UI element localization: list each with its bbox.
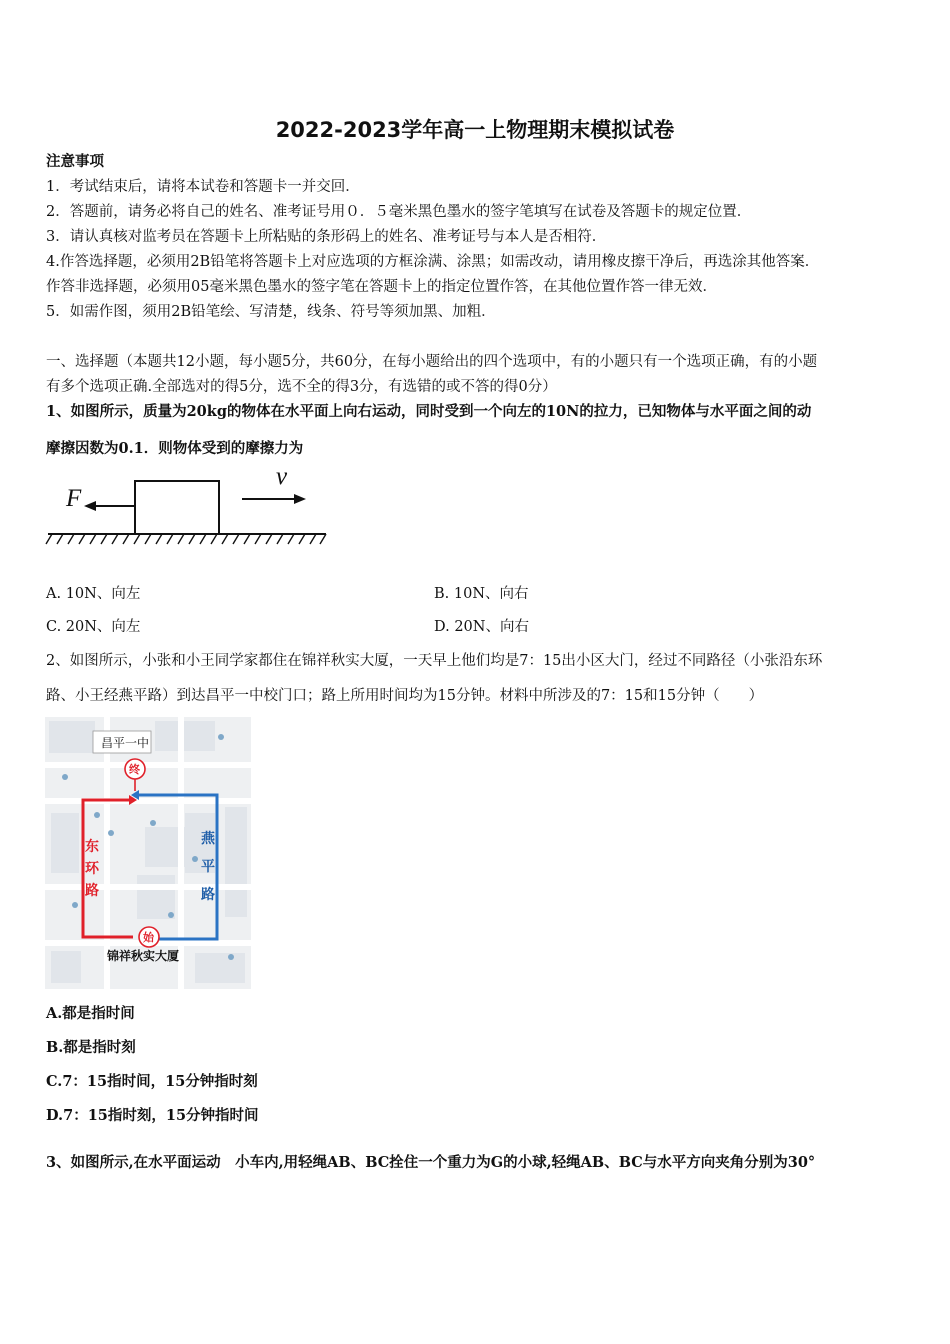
notice-item: 作答非选择题，必须用05毫米黑色墨水的签字笔在答题卡上的指定位置作答，在其他位置作答一律无效． bbox=[46, 279, 717, 295]
q2-option-a: A.都是指时间 bbox=[46, 1005, 135, 1022]
right-road-label-2: 平 bbox=[201, 859, 215, 875]
option-a: A. 10N、向左 bbox=[46, 586, 141, 602]
block bbox=[135, 481, 219, 534]
left-road-label-3: 路 bbox=[85, 883, 99, 899]
option-c: C. 20N、向左 bbox=[46, 619, 141, 635]
force-label: F bbox=[66, 485, 82, 512]
question-3-stem: 3、如图所示,在水平面运动 小车内,用轻绳AB、BC拴住一个重力为G的小球,轻绳AB、BC与水平方向夹角分别为30° bbox=[46, 1154, 816, 1171]
q2-option-d: D.7：15指时刻，15分钟指时间 bbox=[46, 1107, 259, 1124]
section-heading-cont: 有多个选项正确.全部选对的得5分，选不全的得3分，有选错的或不答的得0分） bbox=[46, 379, 557, 395]
question-2-stem-cont: 路、小王经燕平路）到达昌平一中校门口；路上所用时间均为15分钟。材料中所涉及的7：15和15分钟（ ） bbox=[46, 688, 764, 704]
option-d: D. 20N、向右 bbox=[434, 619, 529, 635]
start-label: 锦祥秋实大厦 bbox=[107, 949, 180, 963]
q2-option-b: B.都是指时刻 bbox=[46, 1039, 136, 1056]
left-road-label-1: 东 bbox=[85, 839, 99, 855]
destination-label: 昌平一中 bbox=[101, 736, 150, 750]
notice-item: 2．答题前，请务必将自己的姓名、准考证号用０．５毫米黑色墨水的签字笔填写在试卷及答题卡的规定位置． bbox=[46, 204, 752, 220]
q2-option-c: C.7：15指时间，15分钟指时刻 bbox=[46, 1073, 258, 1090]
right-road-label-3: 路 bbox=[201, 887, 215, 903]
ground-hatching bbox=[46, 534, 326, 544]
notice-item: 1．考试结束后，请将本试卷和答题卡一并交回． bbox=[46, 179, 360, 195]
svg-text:始: 始 bbox=[143, 931, 154, 944]
route-map bbox=[45, 717, 251, 989]
question-1-stem: 1、如图所示，质量为20kg的物体在水平面上向右运动，同时受到一个向左的10N的拉力，已知物体与水平面之间的动 bbox=[46, 403, 812, 420]
section-heading: 一、选择题（本题共12小题，每小题5分，共60分，在每小题给出的四个选项中，有的小题只有一个选项正确，有的小题 bbox=[46, 354, 818, 370]
left-road-label-2: 环 bbox=[85, 861, 99, 877]
page-title: 2022-2023学年高一上物理期末模拟试卷 bbox=[275, 118, 675, 142]
start-marker bbox=[139, 927, 159, 947]
notice-item: 4.作答选择题，必须用2B铅笔将答题卡上对应选项的方框涂满、涂黑；如需改动，请用橡皮擦干净后，再选涂其他答案． bbox=[46, 254, 820, 270]
question-2-stem: 2、如图所示，小张和小王同学家都住在锦祥秋实大厦，一天早上他们均是7：15出小区大门，经过不同路径（小张沿东环 bbox=[46, 653, 823, 669]
right-road-label-1: 燕 bbox=[201, 831, 215, 847]
notice-item: 3．请认真核对监考员在答题卡上所粘贴的条形码上的姓名、准考证号与本人是否相符． bbox=[46, 229, 607, 245]
notice-heading: 注意事项 bbox=[46, 153, 104, 170]
notice-item: 5．如需作图，须用2B铅笔绘、写清楚，线条、符号等须加黑、加粗． bbox=[46, 304, 496, 320]
force-diagram bbox=[44, 466, 334, 550]
velocity-label: v bbox=[276, 466, 288, 490]
option-b: B. 10N、向右 bbox=[434, 586, 529, 602]
question-1-stem-cont: 摩擦因数为0.1．则物体受到的摩擦力为 bbox=[46, 440, 304, 457]
svg-text:终: 终 bbox=[129, 763, 140, 776]
